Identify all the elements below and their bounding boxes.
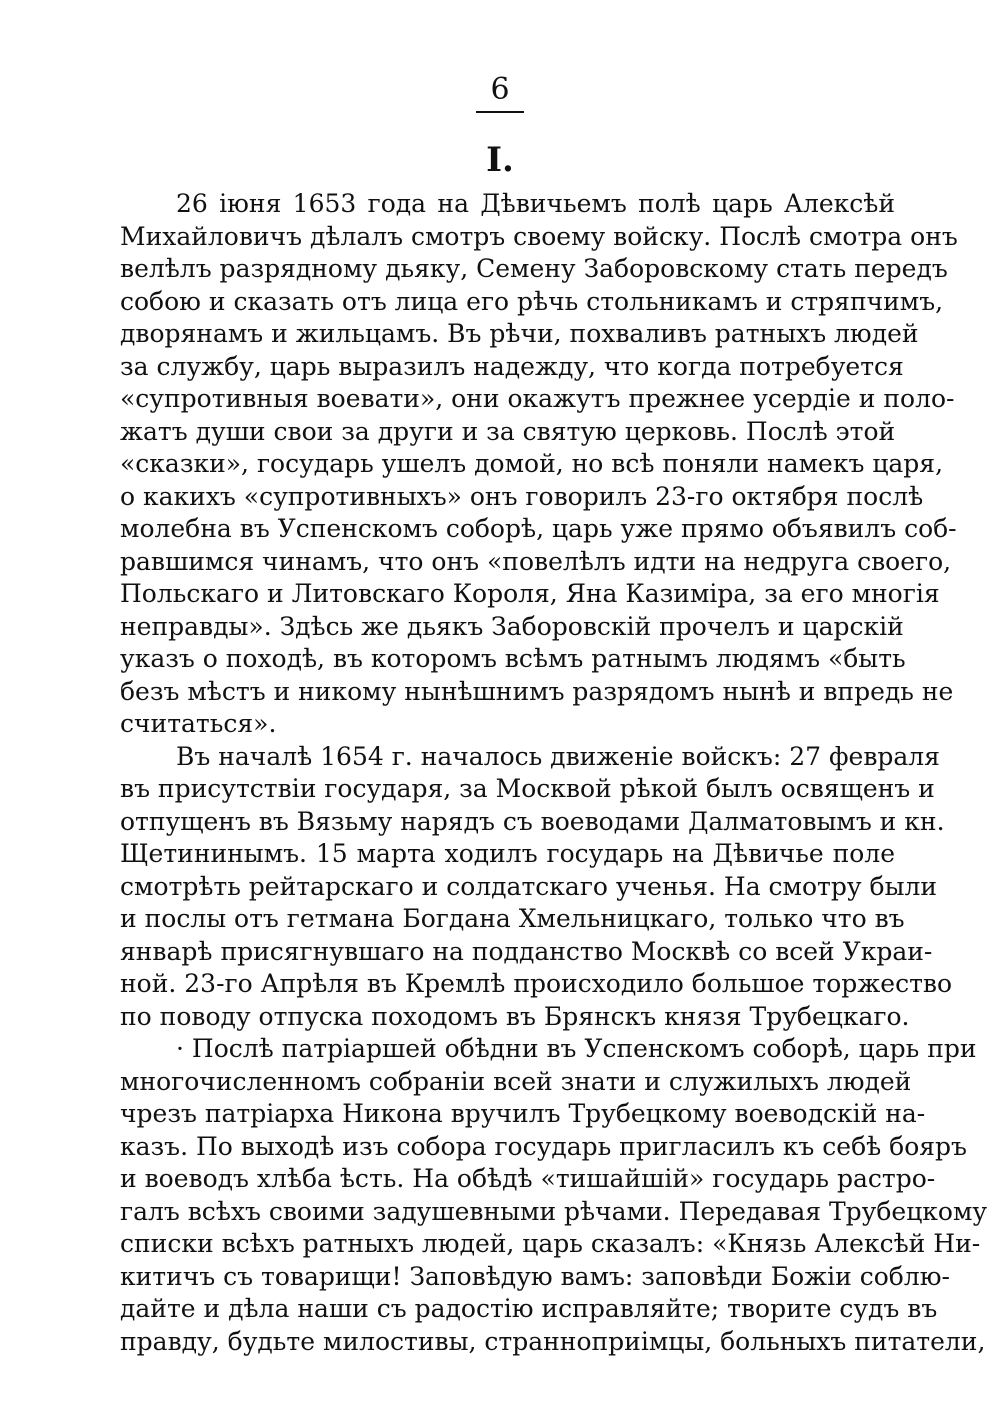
body-text: [120, 188, 988, 1358]
text-line: велѣлъ разрядному дьяку, Семену Заборовскому стать передъ: [120, 254, 948, 283]
text-line: казъ. По выходѣ изъ собора государь пригласилъ къ себѣ бояръ: [120, 1131, 967, 1161]
text-line: смотрѣть рейтарскаго и солдатскаго ученья. На смотру были: [120, 871, 938, 901]
text-line: и воеводъ хлѣба ѣсть. На обѣдѣ «тишайшій» государь растро-: [120, 1164, 936, 1193]
text-line: галъ всѣхъ своими задушевными рѣчами. Передавая Трубецкому: [120, 1196, 988, 1226]
text-line: и послы отъ гетмана Богдана Хмельницкаго, только что въ: [120, 904, 905, 933]
text-line: Въ началѣ 1654 г. началось движеніе войскъ: 27 февраля: [176, 741, 940, 771]
text-line: ной. 23-го Апрѣля въ Кремлѣ происходило большое торжество: [120, 969, 953, 998]
text-line: Польскаго и Литовскаго Короля, Яна Казиміра, за его многія: [120, 579, 940, 608]
text-line: собою и сказать отъ лица его рѣчь стольникамъ и стряпчимъ,: [120, 286, 944, 316]
paragraph-3: [120, 1033, 988, 1358]
text-line: списки всѣхъ ратныхъ людей, царь сказалъ: «Князь Алексѣй Ни-: [120, 1229, 981, 1258]
text-line: отпущенъ въ Вязьму нарядъ съ воеводами Далматовымъ и кн.: [120, 806, 945, 836]
text-line: дворянамъ и жильцамъ. Въ рѣчи, похваливъ ратныхъ людей: [120, 319, 919, 348]
text-line: 26 іюня 1653 года на Дѣвичьемъ полѣ царь Алексѣй: [176, 189, 895, 218]
paragraph-1: [120, 188, 958, 741]
text-line: въ присутствіи государя, за Москвой рѣкой былъ освященъ и: [120, 774, 935, 803]
text-line: многочисленномъ собраніи всей знати и служилыхъ людей: [120, 1066, 912, 1096]
text-line: считаться».: [120, 709, 277, 738]
text-line: дайте и дѣла наши съ радостію исправляйте; творите судъ въ: [120, 1294, 938, 1323]
paragraph-2: [120, 741, 953, 1034]
text-line: о какихъ «супротивныхъ» онъ говорилъ 23-го октября послѣ: [120, 481, 924, 511]
text-line: «сказки», государь ушелъ домой, но всѣ поняли намекъ царя,: [120, 449, 944, 478]
text-line: китичъ съ товарищи! Заповѣдую вамъ: заповѣди Божіи соблю-: [120, 1261, 950, 1291]
text-line: · Послѣ патріаршей обѣдни въ Успенскомъ соборѣ, царь при: [176, 1034, 977, 1063]
text-line: Михайловичъ дѣлалъ смотръ своему войску. Послѣ смотра онъ: [120, 221, 958, 251]
text-line: неправды». Здѣсь же дьякъ Заборовскій прочелъ и царскій: [120, 611, 904, 641]
text-line: Щетининымъ. 15 марта ходилъ государь на Дѣвичье поле: [120, 839, 895, 868]
text-line: чрезъ патріарха Никона вручилъ Трубецкому воеводскій на-: [120, 1099, 926, 1128]
text-line: за службу, царь выразилъ надежду, что когда потребуется: [120, 351, 904, 381]
text-line: по поводу отпуска походомъ въ Брянскъ князя Трубецкаго.: [120, 1001, 910, 1031]
text-line: молебна въ Успенскомъ соборѣ, царь уже прямо объявилъ соб-: [120, 514, 957, 543]
text-line: правду, будьте милостивы, странноприімцы, больныхъ питатели,: [120, 1326, 986, 1356]
page-number: [0, 72, 1000, 113]
text-line: безъ мѣстъ и никому нынѣшнимъ разрядомъ нынѣ и впредь не: [120, 676, 954, 706]
text-line: указъ о походѣ, въ которомъ всѣмъ ратнымъ людямъ «быть: [120, 644, 906, 673]
section-heading: I.: [486, 140, 514, 180]
page-number-text: 6: [476, 72, 523, 113]
text-line: жатъ души свои за други и за святую церковь. Послѣ этой: [120, 416, 896, 446]
text-line: равшимся чинамъ, что онъ «повелѣлъ идти на недруга своего,: [120, 546, 952, 576]
text-line: «супротивныя воевати», они окажутъ прежнее усердіе и поло-: [120, 384, 955, 413]
text-line: январѣ присягнувшаго на подданство Москвѣ со всей Украи-: [120, 936, 933, 966]
